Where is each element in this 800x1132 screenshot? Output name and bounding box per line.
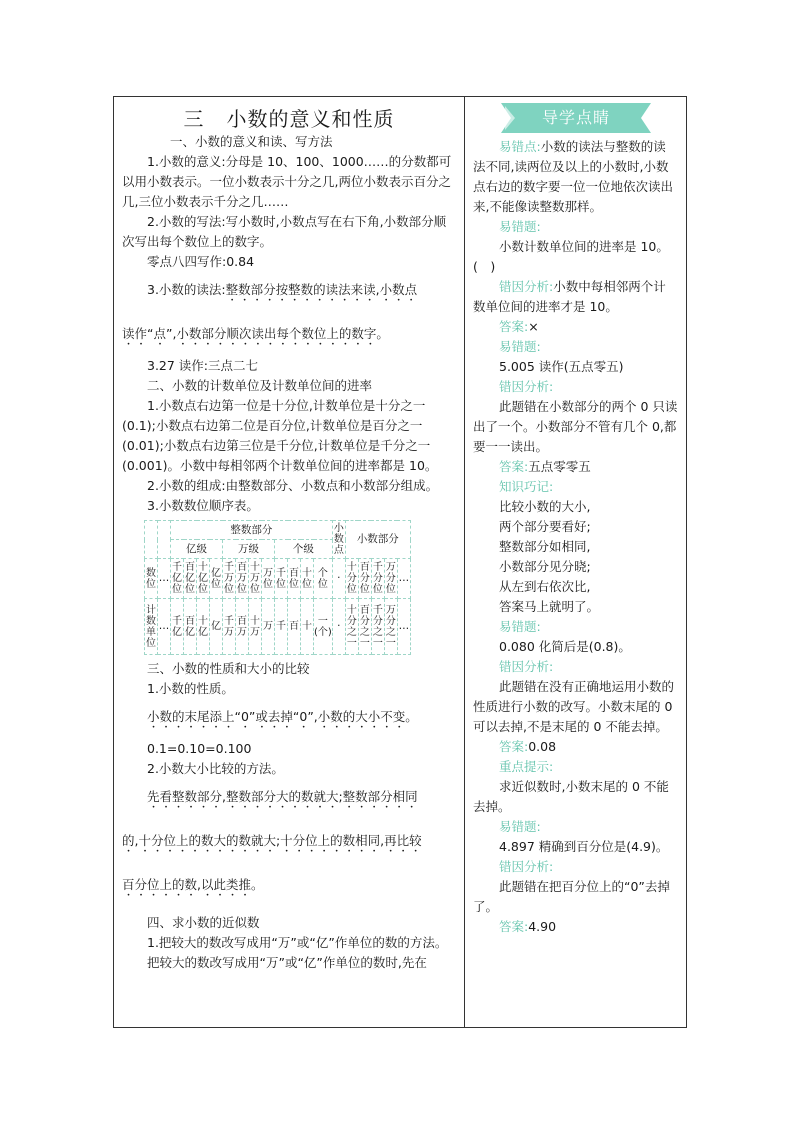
label: 错因分析:: [499, 859, 554, 874]
label: 知识巧记:: [499, 479, 554, 494]
place-cell: 个位: [314, 559, 333, 599]
paragraph: 3.小数数位顺序表。: [147, 498, 259, 513]
place-cell: 千万位: [223, 559, 236, 599]
place-cell: 万分位: [384, 559, 397, 599]
place-cell: 百万位: [236, 559, 249, 599]
unit-cell: 十: [301, 599, 314, 655]
unit-cell: 百: [288, 599, 301, 655]
point-cell: ·: [332, 599, 345, 655]
section-heading: 三、小数的性质和大小的比较: [147, 661, 310, 676]
question: 5.005 读作(五点零五): [499, 359, 624, 374]
emphasis-text: 先看整数部分,整数部分大的数就大;整数部分相同: [147, 789, 418, 804]
place-cell: 百亿位: [184, 559, 197, 599]
answer-text: ×: [528, 319, 539, 334]
place-cell: 千亿位: [171, 559, 184, 599]
paragraph: 1.小数的性质。: [147, 681, 234, 696]
emphasis-text: 读作“点”,小数部分顺次读出每个数位上的数字。: [122, 326, 389, 341]
note-text: 此题错在小数部分的两个 0 只读出了一个。小数部分不管有几个 0,都要一一读出。: [473, 399, 678, 454]
paragraph: 2.小数的组成:由整数部分、小数点和小数部分组成。: [147, 478, 439, 493]
answer-text: 4.90: [528, 919, 557, 934]
question: 0.080 化简后是(0.8)。: [499, 639, 631, 654]
ellipsis: …: [158, 559, 171, 599]
label: 答案:: [499, 739, 529, 754]
unit-cell: 十万: [249, 599, 262, 655]
main-content: [114, 97, 464, 1027]
paragraph: [122, 280, 458, 304]
section-heading: 一、小数的意义和读、写方法: [170, 134, 333, 149]
paragraph: 1.小数的意义:分母是 10、100、1000……的分数都可以用小数表示。一位小数表示十分之几,两位小数表示百分之几,三位小数表示千分之几……: [122, 154, 452, 209]
ellipsis: …: [158, 599, 171, 655]
place-cell: 十万位: [249, 559, 262, 599]
section-heading: 四、求小数的近似数: [147, 915, 260, 930]
place-cell: 十分位: [345, 559, 358, 599]
rhyme-line: 整数部分如相同,: [499, 539, 591, 554]
label: 易错题:: [499, 339, 541, 354]
answer-text: 0.08: [528, 739, 557, 754]
page-title: [114, 103, 464, 132]
row-label: 计数单位: [145, 599, 158, 655]
label: 错因分析:: [499, 379, 554, 394]
chapter-number: 三: [183, 107, 205, 131]
text-run: 3.小数的读法:: [147, 282, 226, 297]
note-text: 求近似数时,小数末尾的 0 不能去掉。: [473, 779, 669, 814]
answer: [473, 457, 678, 477]
unit-cell: 百万: [236, 599, 249, 655]
rhyme-line: 两个部分要看好;: [499, 519, 591, 534]
group-header: 万级: [223, 540, 275, 559]
group-header: 亿级: [171, 540, 223, 559]
banner-title: 导学点睛: [541, 108, 610, 127]
question: 小数计数单位间的进率是 10。( ): [473, 239, 669, 274]
emphasis-text: 小数的末尾添上“0”或去掉“0”,小数的大小不变。: [147, 709, 418, 724]
paragraph: [122, 831, 458, 855]
unit-cell: 千亿: [171, 599, 184, 655]
place-cell: 十位: [301, 559, 314, 599]
point-cell: ·: [332, 559, 345, 599]
label: 答案:: [499, 919, 529, 934]
label: 错因分析:: [499, 279, 554, 294]
unit-cell: 十亿: [197, 599, 210, 655]
paragraph: [122, 787, 458, 811]
paragraph: [122, 324, 458, 348]
place-cell: 百位: [288, 559, 301, 599]
guide-banner: [501, 103, 651, 133]
ellipsis: …: [397, 559, 410, 599]
label: 错因分析:: [499, 659, 554, 674]
label: 答案:: [499, 459, 529, 474]
section-heading: 二、小数的计数单位及计数单位间的进率: [147, 378, 373, 393]
note-paragraph: [473, 277, 678, 317]
label: 重点提示:: [499, 759, 554, 774]
unit-cell: 百亿: [184, 599, 197, 655]
note-text: 此题错在把百分位上的“0”去掉了。: [473, 879, 670, 914]
place-cell: 千分位: [371, 559, 384, 599]
emphasis-text: 百分位上的数,以此类推。: [122, 877, 264, 892]
rhyme-line: 从左到右依次比,: [499, 579, 591, 594]
paragraph: [122, 875, 458, 899]
example: 零点八四写作:0.84: [147, 254, 255, 269]
place-cell: 亿位: [210, 559, 223, 599]
unit-cell: 千万: [223, 599, 236, 655]
row-label: 数位: [145, 559, 158, 599]
unit-cell: 千: [275, 599, 288, 655]
group-header: 个级: [275, 540, 333, 559]
label: 答案:: [499, 319, 529, 334]
paragraph: 2.小数大小比较的方法。: [147, 761, 284, 776]
paragraph: 把较大的数改写成用“万”或“亿”作单位的数时,先在: [147, 955, 427, 970]
decimal-point-header: 小数点: [332, 521, 345, 559]
rhyme-line: 比较小数的大小,: [499, 499, 591, 514]
unit-cell: 一(个): [314, 599, 333, 655]
unit-cell: 亿: [210, 599, 223, 655]
question: 4.897 精确到百分位是(4.9)。: [499, 839, 669, 854]
place-cell: 万位: [262, 559, 275, 599]
emphasis-text: 整数部分按整数的读法来读,小数点: [225, 282, 418, 297]
paragraph: 1.把较大的数改写成用“万”或“亿”作单位的数的方法。: [147, 935, 448, 950]
sidebar-notes: [465, 97, 686, 1027]
place-cell: 千位: [275, 559, 288, 599]
note-text: 此题错在没有正确地运用小数的性质进行小数的改写。小数末尾的 0 可以去掉,不是末尾的 0 不能去掉。: [473, 679, 675, 734]
example: 0.1=0.10=0.100: [147, 741, 252, 756]
unit-cell: 百分之一: [358, 599, 371, 655]
paragraph: 1.小数点右边第一位是十分位,计数单位是十分之一(0.1);小数点右边第二位是百分位,计数单位是百分之一(0.01);小数点右边第三位是千分位,计数单位是千分之一(0.001)。小数中每相邻两个计数单位间的进率都是 10。: [122, 398, 438, 473]
label: 易错题:: [499, 219, 541, 234]
unit-cell: 万分之一: [384, 599, 397, 655]
answer: [473, 317, 678, 337]
rhyme-line: 答案马上就明了。: [499, 599, 600, 614]
example: 3.27 读作:三点二七: [147, 358, 259, 373]
integer-part-header: 整数部分: [171, 521, 333, 540]
unit-cell: 万: [262, 599, 275, 655]
emphasis-text: 的,十分位上的数大的数就大;十分位上的数相同,再比较: [122, 833, 422, 848]
unit-cell: 千分之一: [371, 599, 384, 655]
rhyme-line: 小数部分见分晓;: [499, 559, 591, 574]
note-paragraph: [473, 137, 678, 217]
place-cell: 十亿位: [197, 559, 210, 599]
label: 易错题:: [499, 619, 541, 634]
label: 易错题:: [499, 819, 541, 834]
label: 易错点:: [499, 139, 541, 154]
decimal-part-header: 小数部分: [345, 521, 410, 559]
note-text: 小数的读法与整数的读法不同,读两位及以上的小数时,小数点右边的数字要一位一位地依次读出来,不能像读整数那样。: [473, 139, 674, 214]
paragraph: 2.小数的写法:写小数时,小数点写在右下角,小数部分顺次写出每个数位上的数字。: [122, 214, 447, 249]
answer-text: 五点零零五: [528, 459, 591, 474]
paragraph: [122, 707, 458, 731]
chapter-title: 小数的意义和性质: [226, 107, 395, 131]
note-text: 小数中每相邻两个计数单位间的进率才是 10。: [473, 279, 666, 314]
unit-cell: 十分之一: [345, 599, 358, 655]
answer: [473, 737, 678, 757]
place-cell: 百分位: [358, 559, 371, 599]
answer: [473, 917, 678, 937]
ellipsis: …: [397, 599, 410, 655]
place-value-table: [144, 520, 411, 655]
